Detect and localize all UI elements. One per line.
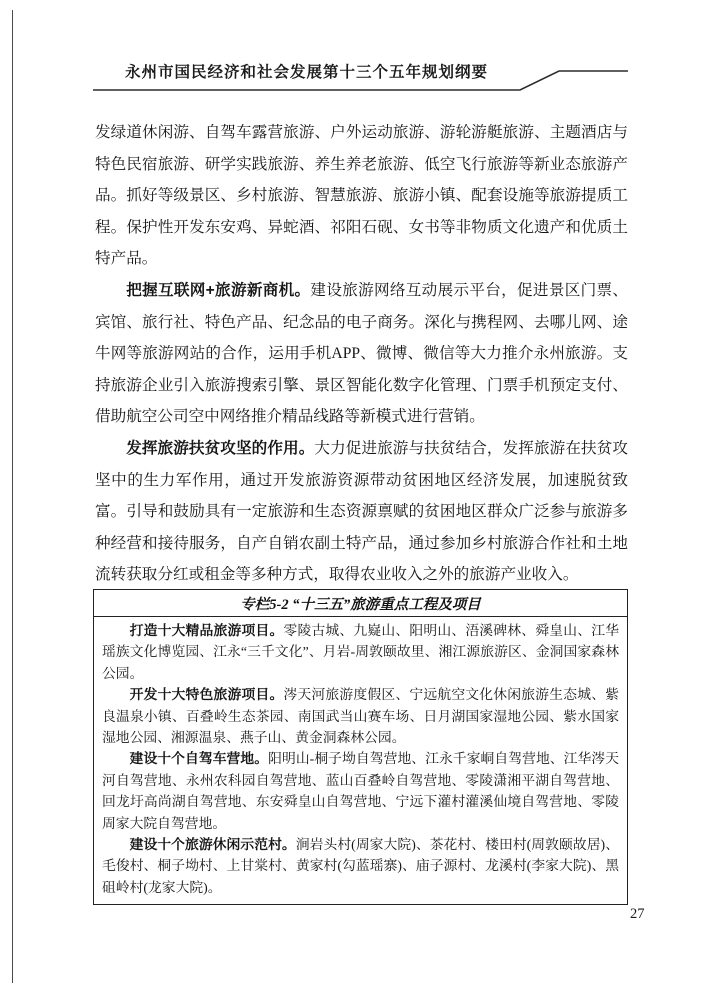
feature-box-item: [102, 684, 619, 748]
feature-box-item-text: 涧岩头村(周家大院)、茶花村、楼田村(周敦颐故居)、毛俊村、桐子坳村、上甘棠村、黄家村(勾蓝瑶寨)、庙子源村、龙溪村(李家大院)、黑砠岭村(龙家大院)。: [102, 837, 619, 895]
feature-box-item-lead: 打造十大精品旅游项目。: [129, 623, 284, 638]
paragraph-lead: 把握互联网+旅游新商机。: [126, 281, 311, 299]
feature-box-item: [102, 834, 619, 898]
paragraph-text: 建设旅游网络互动展示平台，促进景区门票、宾馆、旅行社、特色产品、纪念品的电子商务。深化与携程网、去哪儿网、途牛网等旅游网站的合作，运用手机APP、微博、微信等大力推介永州旅游。支持旅游企业引入旅游搜索引擎、景区智能化数字化管理、门票手机预定支付、借助航空公司空中网络推介精品线路等新模式进行营销。: [95, 281, 628, 426]
paragraph-text: 大力促进旅游与扶贫结合，发挥旅游在扶贫攻坚中的生力军作用，通过开发旅游资源带动贫困地区经济发展，加速脱贫致富。引导和鼓励具有一定旅游和生态资源禀赋的贫困地区群众广泛参与旅游多种经营和接待服务，自产自销农副土特产品，通过参加乡村旅游合作社和土地流转获取分红或租金等多种方式，取得农业收入之外的旅游产业收入。: [95, 439, 628, 584]
feature-box: [93, 589, 628, 905]
feature-box-item: [102, 748, 619, 834]
paragraph-lead: 发挥旅游扶贫攻坚的作用。: [126, 439, 315, 457]
feature-box-item: [102, 620, 619, 684]
feature-box-item-lead: 建设十个自驾车营地。: [129, 751, 269, 767]
feature-box-title: 专栏5-2 “十三五”旅游重点工程及项目: [94, 590, 627, 617]
feature-box-item-text: 零陵古城、九嶷山、阳明山、浯溪碑林、舜皇山、江华瑶族文化博览园、江永“三千文化”、月岩-周敦颐故里、湘江源旅游区、金洞国家森林公园。: [102, 623, 619, 681]
page-left-rule: [12, 10, 13, 983]
header-rule-line: [0, 0, 721, 100]
paragraph: [95, 433, 628, 591]
paragraph: [95, 117, 628, 275]
page-number: 27: [630, 906, 645, 922]
paragraph: [95, 275, 628, 433]
body-text: [95, 117, 628, 591]
feature-box-item-text: 阳明山-桐子坳自驾营地、江永千家峒自驾营地、江华涔天河自驾营地、永州农科园自驾营地、蓝山百叠岭自驾营地、零陵潇湘平湖自驾营地、回龙圩高尚湖自驾营地、东安舜皇山自驾营地、宁远下灌村灌溪仙境自驾营地、零陵周家大院自驾营地。: [102, 751, 620, 831]
paragraph-text: 发绿道休闲游、自驾车露营旅游、户外运动旅游、游轮游艇旅游、主题酒店与特色民宿旅游、研学实践旅游、养生养老旅游、低空飞行旅游等新业态旅游产品。抓好等级景区、乡村旅游、智慧旅游、旅游小镇、配套设施等旅游提质工程。保护性开发东安鸡、异蛇酒、祁阳石砚、女书等非物质文化遗产和优质土特产品。: [95, 124, 628, 268]
feature-box-content: [94, 617, 627, 904]
feature-box-item-text: 涔天河旅游度假区、宁远航空文化休闲旅游生态城、紫良温泉小镇、百叠岭生态茶园、南国武当山赛车场、日月湖国家湿地公园、紫水国家湿地公园、湘源温泉、燕子山、黄金洞森林公园。: [102, 687, 619, 746]
feature-box-item-lead: 建设十个旅游休闲示范村。: [129, 837, 296, 853]
page-header-title: 永州市国民经济和社会发展第十三个五年规划纲要: [124, 64, 488, 81]
feature-box-item-lead: 开发十大特色旅游项目。: [129, 687, 284, 703]
